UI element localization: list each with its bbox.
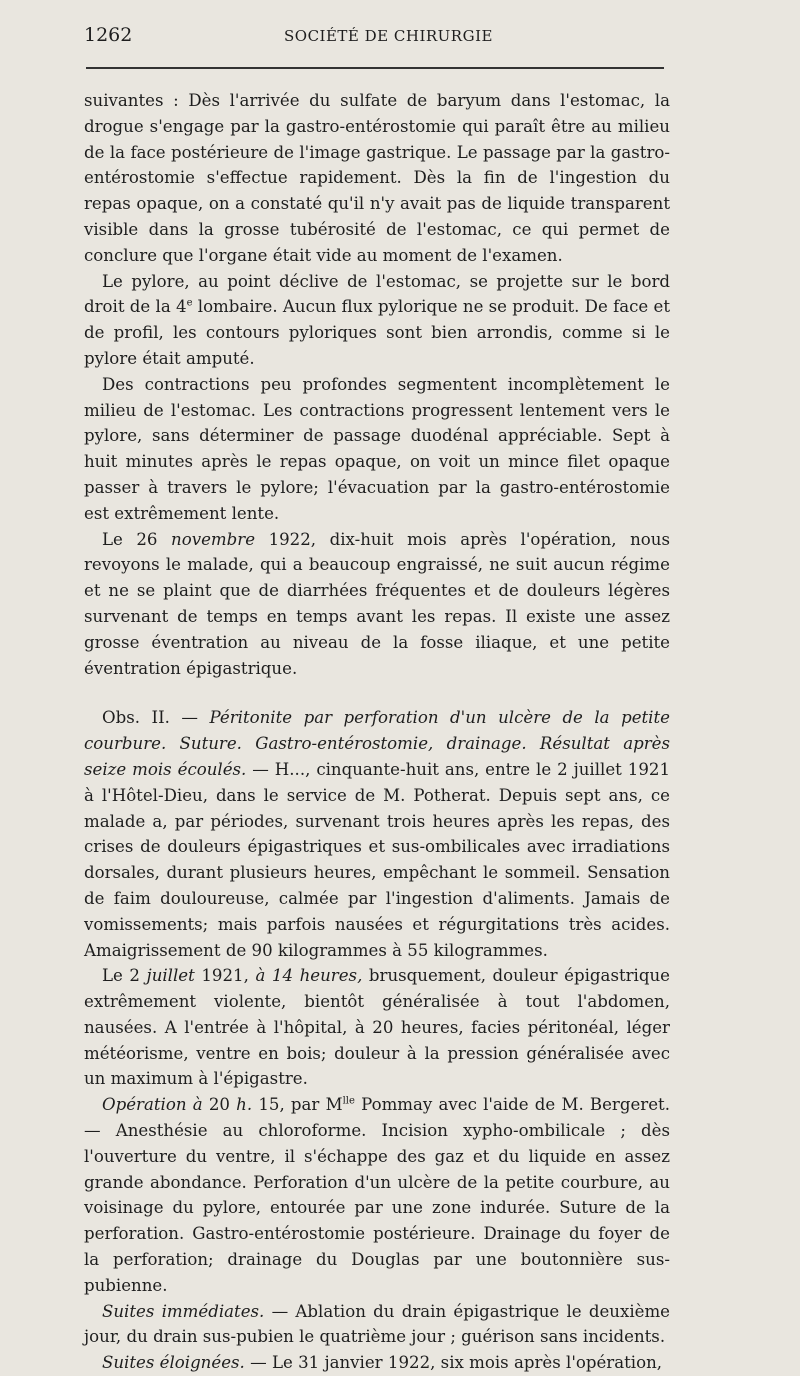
paragraph-1: suivantes : Dès l'arrivée du sulfate de baryum dans l'estomac, la drogue s'engage par la gastro-entérostomie qui paraît être au milieu de la face postérieure de l'image gastrique. Le passage par la gastro-entérostomie s'effectue rapidement. Dès la fin de l'ingestion du repas opaque, on a constaté qu'il n'y avait pas de liquide transparent visible dans la grosse tubérosité de l'estomac, ce qui permet de conclure que l'organe était vide au moment de l'examen.: [84, 91, 670, 265]
paragraph-operation: Opération à 20 h. 15, par $M^{lle}$ Pommay avec l'aide de M. Bergeret. — Anesthésie au chloroforme. Incision xypho-ombilicale ; dès l'ouverture du ventre, il s'échappe des gaz et du liquide en assez grande abondance. Perforation d'un ulcère de la petite courbure, au voisinage du pylore, entourée par une zone indurée. Suture de la perforation. Gastro-entérostomie postérieure. Drainage du foyer de la perforation; drainage du Douglas par une boutonnière sus-pubienne.: [84, 1095, 670, 1295]
paragraph-3: Des contractions peu profondes segmentent incomplètement le milieu de l'estomac. Les contractions progressent lentement vers le pylore, sans déterminer de passage duodénal appréciable. Sept à huit minutes après le repas opaque, on voit un mince filet opaque passer à travers le pylore; l'évacuation par la gastro-entérostomie est extrêmement lente.: [84, 374, 670, 523]
header-rule: [86, 67, 664, 69]
paragraph-6: Le 2 juillet 1921, à 14 heures, brusquement, douleur épigastrique extrêmement violente, bientôt généralisée à tout l'abdomen, nausées. A l'entrée à l'hôpital, à 20 heures, facies péritonéal, léger météorisme, ventre en bois; douleur à la pression généralisée avec un maximum à l'épigastre.: [84, 966, 670, 1089]
observation-title: Péritonite par perforation d'un ulcère de la petite courbure. Suture. Gastro-entérostomie, drainage. Résultat après seize mois écoulés.: [84, 708, 670, 779]
observation-2: Obs. II. — Péritonite par perforation d'un ulcère de la petite courbure. Suture. Gastro-entérostomie, drainage. Résultat après seize mois écoulés. — H..., cinquante-huit ans, entre le 2 juillet 1921 à l'Hôtel-Dieu, dans le service de M. Potherat. Depuis sept ans, ce malade a, par périodes, survenant trois heures après les repas, des crises de douleurs épigastriques et sus-ombilicales avec irradiations dorsales, durant plusieurs heures, empêchant le sommeil. Sensation de faim douloureuse, calmée par l'ingestion d'aliments. Jamais de vomissements; mais parfois nausées et régurgitations très acides. Amaigrissement de 90 kilogrammes à 55 kilogrammes.: [84, 708, 671, 960]
observation-label: Obs. II. —: [102, 708, 210, 728]
running-title: SOCIÉTÉ DE CHIRURGIE: [284, 27, 493, 45]
paragraph-2: Le pylore, au point déclive de l'estomac, se projette sur le bord droit de la 4e lombaire. Aucun flux pylorique ne se produit. De face et de profil, les contours pyloriques sont bien arrondis, comme si le pylore était amputé.: [84, 271, 670, 368]
body-text: [84, 88, 670, 1376]
paragraph-suites-eloignees: Suites éloignées. — Le 31 janvier 1922, six mois après l'opération,: [102, 1353, 663, 1373]
paragraph-4: Le 26 novembre 1922, dix-huit mois après l'opération, nous revoyons le malade, qui a beaucoup engraissé, ne suit aucun régime et ne se plaint que de diarrhées fréquentes et de douleurs légères survenant de temps en temps avant les repas. Il existe une assez grosse éventration au niveau de la fosse iliaque, et une petite éventration épigastrique.: [84, 529, 670, 678]
paragraph-suites-immediates: Suites immédiates. — Ablation du drain épigastrique le deuxième jour, du drain sus-pubien le quatrième jour ; guérison sans incidents.: [84, 1301, 671, 1347]
page-number: 1262: [84, 24, 133, 46]
page-header: [84, 24, 662, 54]
